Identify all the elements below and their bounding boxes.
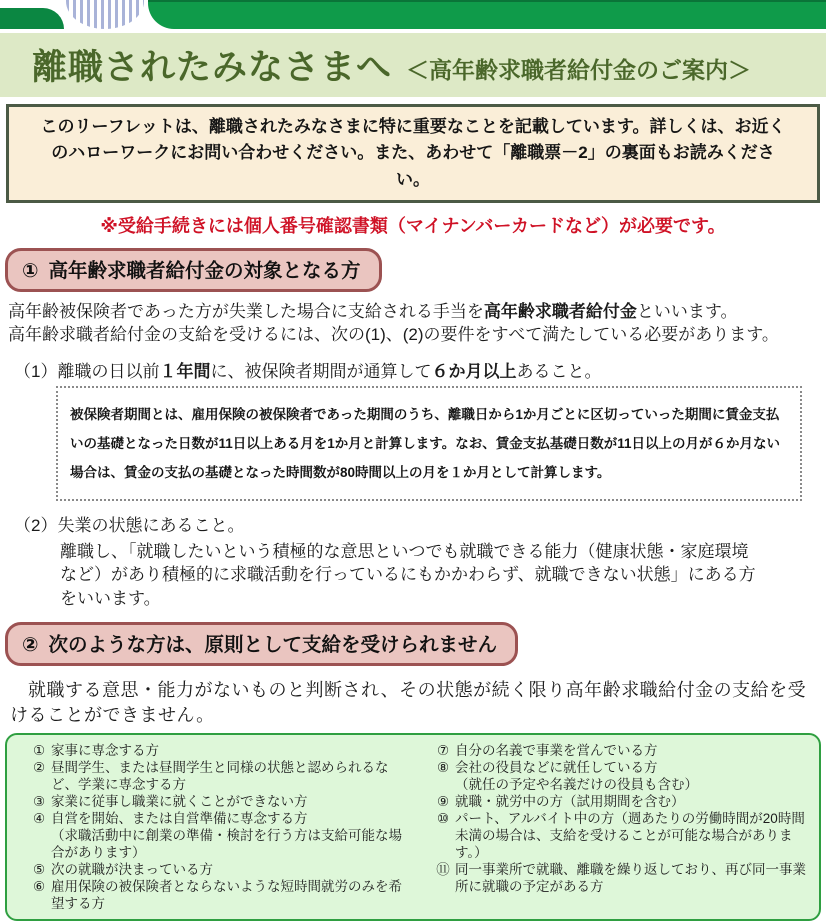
req1-post: あること。: [516, 361, 602, 381]
item-main-text: 家業に従事し職業に就くことができない方: [51, 793, 308, 809]
intro-line1: [8, 300, 826, 323]
item-number: ③: [32, 793, 46, 809]
req1-pre: （1）離職の日以前: [14, 361, 160, 381]
notice-text: このリーフレットは、離職されたみなさまに特に重要なことを記載しています。詳しくは、お近くのハローワークにお問い合わせください。また、あわせて「離職票－2」の裏面もお読みください。: [40, 117, 786, 189]
section2-paragraph: 就職する意思・能力がないものと判断され、その状態が続く限り高年齢求職給付金の支給を受けることができません。: [10, 680, 807, 725]
item-text: [455, 810, 811, 861]
item-main-text: 昼間学生、または昼間学生と同様の状態と認められるなど、学業に専念する方: [51, 759, 389, 792]
req1-bold2: ６か月以上: [431, 361, 517, 381]
page-subtitle: ＜高年齢求職者給付金のご案内＞: [406, 56, 752, 83]
item-text: [51, 793, 407, 810]
item-number: ⑤: [32, 861, 46, 877]
section1-header: [5, 248, 382, 292]
intro-line1-pre: 高年齢被保険者であった方が失業した場合に支給される手当を: [8, 302, 484, 322]
item-number: ④: [32, 810, 46, 826]
intro-line1-bold: 高年齢求職者給付金: [483, 302, 637, 322]
page-title: 離職されたみなさまへ: [32, 48, 393, 87]
requirement-1: [14, 357, 826, 382]
item-main-text: 家事に専念する方: [51, 742, 159, 758]
item-note: （求職活動中に創業の準備・検討を行う方は支給可能な場合があります）: [51, 827, 402, 860]
item-main-text: 次の就職が決まっている方: [51, 861, 213, 877]
excluded-item: [417, 861, 811, 895]
item-text: [51, 810, 407, 861]
item-number: ⑪: [436, 861, 450, 877]
item-main-text: 雇用保険の被保険者とならないような短時間就労のみを希望する方: [51, 878, 402, 911]
item-text: [455, 759, 811, 793]
section1-title: 高年齢求職者給付金の対象となる方: [48, 260, 361, 283]
item-number: ⑨: [436, 793, 450, 809]
item-main-text: 会社の役員などに就任している方: [455, 759, 658, 775]
excluded-item: [417, 810, 811, 861]
item-text: [455, 861, 811, 895]
requirement-2: （2）失業の状態にあること。: [14, 515, 245, 535]
section2-title: 次のような方は、原則として支給を受けられません: [48, 634, 498, 657]
logo-left-shape: [0, 8, 64, 29]
excluded-item: [13, 759, 407, 793]
excluded-left-column: [13, 742, 407, 912]
excluded-item: [417, 742, 811, 759]
title-band: [0, 33, 826, 97]
excluded-item: [13, 742, 407, 759]
excluded-persons-box: [5, 733, 821, 921]
item-text: [455, 742, 811, 759]
mynumber-alert: ※受給手続きには個人番号確認書類（マイナンバーカードなど）が必要です。: [100, 216, 726, 237]
excluded-item: [13, 793, 407, 810]
item-note: （就任の予定や名義だけの役員も含む）: [455, 776, 698, 792]
section1-intro: [8, 300, 826, 347]
item-number: ⑥: [32, 878, 46, 894]
item-text: [455, 793, 811, 810]
insured-period-note: 被保険者期間とは、雇用保険の被保険者であった期間のうち、離職日から1か月ごとに区切っていった期間に賃金支払いの基礎となった日数が11日以上ある月を1か月と計算します。なお、賃金支払基礎日数が11日以上の月が６か月ない場合は、賃金の支払の基礎となった時間数が80時間以上の月を１か月として計算します。: [56, 386, 802, 501]
item-number: ②: [32, 759, 46, 775]
section1-number: ①: [22, 260, 39, 283]
excluded-item: [417, 759, 811, 793]
item-text: [51, 759, 407, 793]
section2-header: [5, 622, 518, 666]
item-text: [51, 861, 407, 878]
intro-line1-post: といいます。: [636, 302, 738, 322]
requirement-2-body: 離職し、「就職したいという積極的な意思といつでも就職できる能力（健康状態・家庭環境など）があり積極的に求職活動を行っているにもかかわらず、就職できない状態」にある方をいいます。: [60, 541, 756, 608]
item-number: ①: [32, 742, 46, 758]
excluded-item: [417, 793, 811, 810]
intro-line2: 高年齢求職者給付金の支給を受けるには、次の(1)、(2)の要件をすべて満たしている必要があります。: [8, 325, 779, 345]
notice-box: [6, 104, 820, 203]
item-number: ⑧: [436, 759, 450, 775]
excluded-right-column: [417, 742, 811, 912]
item-main-text: パート、アルバイト中の方（週あたりの労働時間が20時間未満の場合は、支給を受けることが可能な場合があります。）: [455, 810, 805, 860]
item-main-text: 自営を開始、または自営準備に専念する方: [51, 810, 308, 826]
item-text: [51, 742, 407, 759]
item-main-text: 就職・就労中の方（試用期間を含む）: [455, 793, 685, 809]
item-number: ⑩: [436, 810, 450, 826]
item-number: ⑦: [436, 742, 450, 758]
req1-bold1: １年間: [159, 361, 211, 381]
item-main-text: 自分の名義で事業を営んでいる方: [455, 742, 658, 758]
section2-number: ②: [22, 634, 39, 657]
excluded-item: [13, 810, 407, 861]
excluded-item: [13, 878, 407, 912]
req1-mid: に、被保険者期間が通算して: [210, 361, 432, 381]
green-banner: [148, 0, 826, 29]
item-text: [51, 878, 407, 912]
top-bar: [0, 0, 826, 33]
striped-dome-logo-icon: [66, 0, 144, 29]
excluded-item: [13, 861, 407, 878]
item-main-text: 同一事業所で就職、離職を繰り返しており、再び同一事業所に就職の予定がある方: [455, 861, 806, 894]
